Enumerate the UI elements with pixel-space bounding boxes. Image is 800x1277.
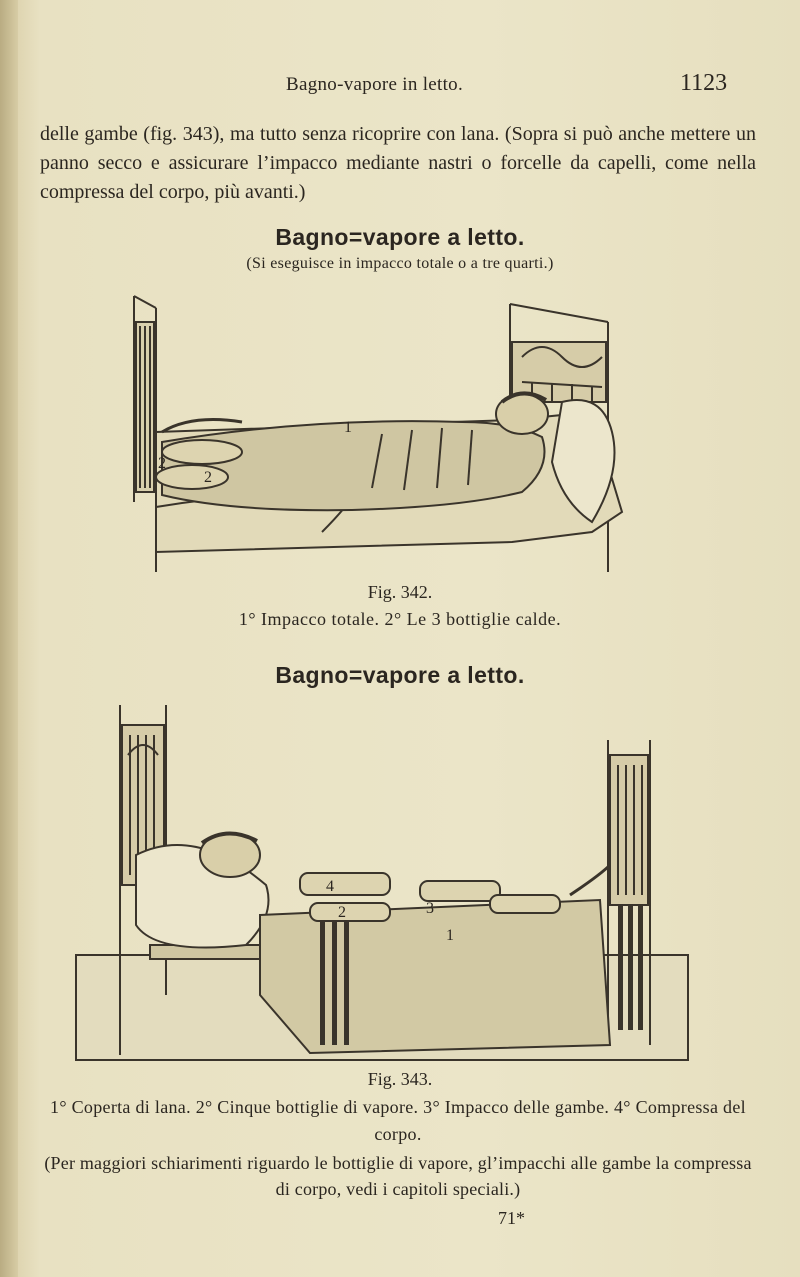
fig342-marker-2b: 2 [204,469,212,486]
footnote: (Per maggiori schiarimenti riguardo le bottiglie di vapore, gl’impacchi alle gambe la compressa di corpo, vedi i capitoli speciali.) [44,1153,752,1199]
section-heading-2: Bagno=vapore a letto. [275,662,525,688]
fig342-marker-1: 1 [344,419,352,436]
figure-342-label: Fig. 342. [367,582,433,602]
fig342-marker-2a: 2 [158,455,166,472]
fig343-marker-3: 3 [426,900,434,917]
running-title: Bagno-vapore in letto. [286,74,464,95]
section-subheading-1: (Si eseguisce in impacco totale o a tre quarti.) [246,255,554,272]
intro-paragraph: delle gambe (fig. 343), ma tutto senza ricoprire con lana. (Sopra si può anche mettere un panno secco e assicurare l’impacco mediante nastri o forcelle da capelli, come nella compressa del corpo, più avanti.) [40,123,756,203]
figure-342-legend: 1° Impacco totale. 2° Le 3 bottiglie calde. [238,609,562,629]
figure-342-illustration [122,282,642,582]
figure-343-illustration [70,695,700,1065]
page-header [0,68,800,102]
fig343-marker-2: 2 [338,904,346,921]
page-number: 1123 [680,70,728,96]
section-heading-1: Bagno=vapore a letto. [275,224,525,250]
figure-343-legend: 1° Coperta di lana. 2° Cinque bottiglie di vapore. 3° Impacco delle gambe. 4° Compressa del corpo. [50,1097,746,1144]
signature-mark: 71* [498,1208,525,1228]
fig343-marker-4: 4 [326,878,334,895]
figure-343-label: Fig. 343. [367,1069,433,1089]
fig343-marker-1: 1 [446,927,454,944]
